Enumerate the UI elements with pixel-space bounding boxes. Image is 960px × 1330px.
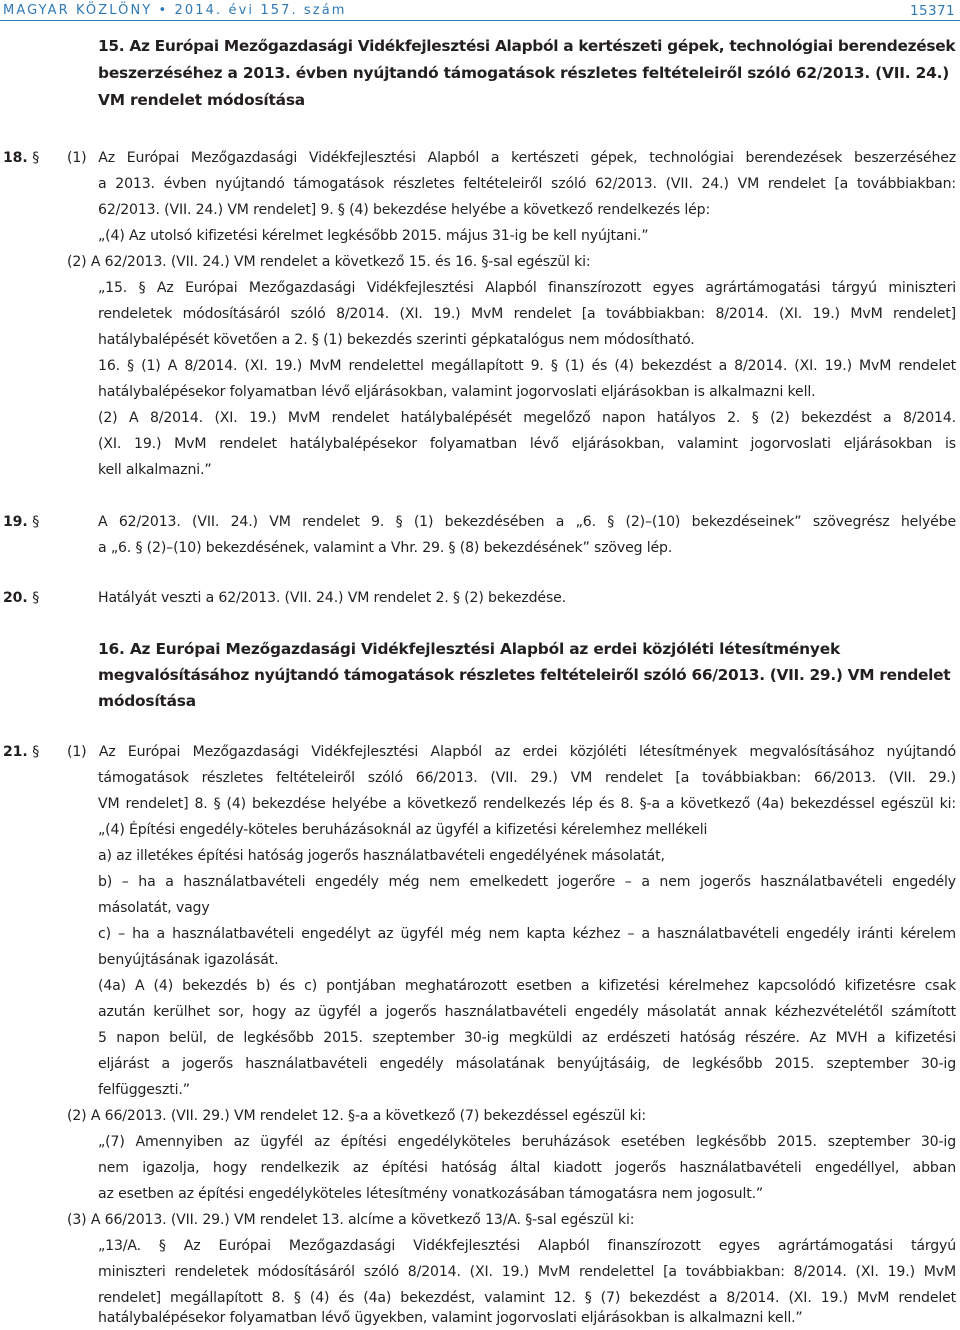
quoted-text-line: „15. § Az Európai Mezőgazdasági Vidékfejlesztési Alapból finanszírozott egyes agrártámogatási tárgyú miniszteri — [98, 280, 956, 296]
paragraph-line: támogatások részletes feltételeiről szóló 66/2013. (VII. 29.) VM rendelet [a továbbiakban: 66/2013. (VII. 29.) — [98, 770, 956, 786]
quoted-text-line: hatálybalépését követően a 2. § (1) bekezdés szerinti gépkatalógus nem módosítható. — [98, 332, 695, 348]
paragraph-line: (3) A 66/2013. (VII. 29.) VM rendelet 13. alcíme a következő 13/A. §-sal egészül ki: — [67, 1212, 635, 1228]
paragraph-line: 62/2013. (VII. 24.) VM rendelet] 9. § (4) bekezdése helyébe a következő rendelkezés lép: — [98, 202, 711, 218]
chapter-title-line: 15. Az Európai Mezőgazdasági Vidékfejlesztési Alapból a kertészeti gépek, technológiai berendezések — [98, 37, 956, 55]
quoted-text-line: a) az illetékes építési hatóság jogerős használatbavételi engedélyének másolatát, — [98, 848, 665, 864]
chapter-title-line: VM rendelet módosítása — [98, 91, 305, 109]
paragraph-line: Hatályát veszti a 62/2013. (VII. 24.) VM rendelet 2. § (2) bekezdése. — [98, 590, 566, 606]
quoted-text-line: 16. § (1) A 8/2014. (XI. 19.) MvM rendelettel megállapított 9. § (1) és (4) bekezdést a 8/2014. (XI. 19.) MvM rendelet — [98, 358, 956, 374]
quoted-text-line: eljárást a jogerős használatbavételi engedély másolatának benyújtásáig, de legkésőbb 2015. szeptember 30-ig — [98, 1056, 956, 1072]
section-number: 21. § — [3, 744, 40, 760]
paragraph-line: (1) Az Európai Mezőgazdasági Vidékfejlesztési Alapból az erdei közjóléti létesítmények megvalósításához nyújtandó — [67, 744, 956, 760]
quoted-text-line: másolatát, vagy — [98, 900, 210, 916]
paragraph-line: (1) Az Európai Mezőgazdasági Vidékfejlesztési Alapból a kertészeti gépek, technológiai berendezések beszerzéséhez — [67, 150, 956, 166]
header-rule — [0, 20, 960, 21]
quoted-text-line: „13/A. § Az Európai Mezőgazdasági Vidékfejlesztési Alapból finanszírozott egyes agrártámogatási tárgyú — [98, 1238, 956, 1254]
quoted-text-line: kell alkalmazni.” — [98, 462, 212, 478]
quoted-text-line: (XI. 19.) MvM rendelet hatálybalépésekor folyamatban lévő eljárásokban, valamint jogorvoslati eljárásokban is — [98, 436, 956, 452]
chapter-title-line: 16. Az Európai Mezőgazdasági Vidékfejlesztési Alapból az erdei közjóléti létesítmények — [98, 640, 840, 658]
quoted-text-line: „(4) Építési engedély-köteles beruházásoknál az ügyfél a kifizetési kérelemhez mellékeli — [98, 822, 708, 838]
chapter-title-line: beszerzéséhez a 2013. évben nyújtandó támogatások részletes feltételeiről szóló 62/2013. (VII. 24.) — [98, 64, 950, 82]
chapter-title-line: módosítása — [98, 692, 196, 710]
paragraph-line: VM rendelet] 8. § (4) bekezdése helyébe a következő rendelkezés lép és 8. §-a a következő (4a) bekezdéssel egészül ki: — [98, 796, 956, 812]
quoted-text-line: nem igazolja, hogy rendelkezik az építési hatóság által kiadott jogerős használatbavételi engedéllyel, abban — [98, 1160, 956, 1176]
quoted-text-line: „(7) Amennyiben az ügyfél az építési engedélyköteles beruházások esetében legkésőbb 2015. szeptember 30-ig — [98, 1134, 956, 1150]
quoted-text-line: hatálybalépésekor folyamatban lévő ügyekben, valamint jogorvoslati eljárásokban is alkalmazni kell.” — [98, 1310, 803, 1326]
section-number: 18. § — [3, 150, 40, 166]
paragraph-line: (2) A 66/2013. (VII. 29.) VM rendelet 12. §-a a következő (7) bekezdéssel egészül ki: — [67, 1108, 646, 1124]
page-header — [0, 0, 960, 20]
quoted-text-line: miniszteri rendeletek módosításáról szóló 8/2014. (XI. 19.) MvM rendelettel [a továbbiakban: 8/2014. (XI. 19.) MvM — [98, 1264, 956, 1280]
paragraph-line: a 2013. évben nyújtandó támogatások részletes feltételeiről szóló 62/2013. (VII. 24.) VM rendelet [a továbbiakban: — [98, 176, 956, 192]
quoted-text-line: azután kerülhet sor, hogy az ügyfél a jogerős használatbavételi engedély másolatát annak kézhezvételétől számított — [98, 1004, 956, 1020]
quoted-text-line: felfüggeszti.” — [98, 1082, 190, 1098]
section-number: 19. § — [3, 514, 40, 530]
paragraph-line: a „6. § (2)–(10) bekezdésének, valamint a Vhr. 29. § (8) bekezdésének” szöveg lép. — [98, 540, 673, 556]
chapter-title-line: megvalósításához nyújtandó támogatások részletes feltételeiről szóló 66/2013. (VII. 29.) VM rendelet — [98, 666, 951, 684]
publication-title: MAGYAR KÖZLÖNY • 2014. évi 157. szám — [3, 3, 347, 18]
quoted-text-line: b) – ha a használatbavételi engedély még nem emelkedett jogerőre – a nem jogerős használatbavételi engedély — [98, 874, 956, 890]
paragraph-line: A 62/2013. (VII. 24.) VM rendelet 9. § (1) bekezdésében a „6. § (2)–(10) bekezdéseinek” szövegrész helyébe — [98, 514, 956, 530]
paragraph-line: (2) A 62/2013. (VII. 24.) VM rendelet a következő 15. és 16. §-sal egészül ki: — [67, 254, 591, 270]
quoted-text-line: benyújtásának igazolását. — [98, 952, 279, 968]
quoted-text-line: „(4) Az utolsó kifizetési kérelmet legkésőbb 2015. május 31-ig be kell nyújtani.” — [98, 228, 649, 244]
section-number: 20. § — [3, 590, 40, 606]
quoted-text-line: hatálybalépésekor folyamatban lévő eljárásokban, valamint jogorvoslati eljárásokban is alkalmazni kell. — [98, 384, 816, 400]
quoted-text-line: (2) A 8/2014. (XI. 19.) MvM rendelet hatálybalépését megelőző napon hatályos 2. § (2) bekezdést a 8/2014. — [98, 410, 956, 426]
quoted-text-line: (4a) A (4) bekezdés b) és c) pontjában meghatározott esetben a kifizetési kérelmehez kapcsolódó kifizetésre csak — [98, 978, 956, 994]
quoted-text-line: rendelet] megállapított 8. § (4) és (4a) bekezdést, valamint 12. § (7) bekezdést a 8/2014. (XI. 19.) MvM rendelet — [98, 1290, 956, 1306]
page-number: 15371 — [910, 3, 955, 19]
quoted-text-line: rendeletek módosításáról szóló 8/2014. (XI. 19.) MvM rendelet [a továbbiakban: 8/2014. (XI. 19.) MvM rendelet] — [98, 306, 956, 322]
quoted-text-line: c) – ha a használatbavételi engedélyt az ügyfél még nem kapta kézhez – a használatbavételi engedély iránti kérelem — [98, 926, 956, 942]
quoted-text-line: 5 napon belül, de legkésőbb 2015. szeptember 30-ig megküldi az erdészeti hatóság részére. Az MVH a kifizetési — [98, 1030, 956, 1046]
quoted-text-line: az esetben az építési engedélyköteles létesítmény vonatkozásában támogatásra nem jogosult.” — [98, 1186, 764, 1202]
